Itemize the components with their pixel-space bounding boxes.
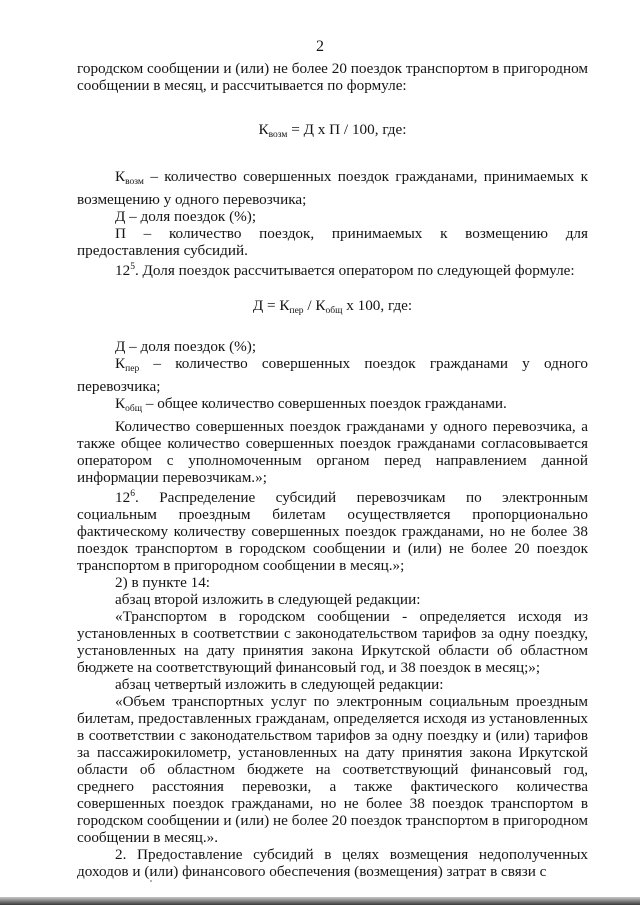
definition-subscript: общ [125, 404, 143, 414]
definition-text: – количество совершенных поездок гражданами у одного перевозчика; [77, 355, 588, 395]
definition-symbol: К [115, 168, 126, 185]
definition-subscript: возм [125, 177, 144, 187]
quote-transport-volume: «Объем транспортных услуг по электронным социальным проездным билетам, предоставленных гражданам, определяется исходя из установленных в соответствии с законодательством тарифов за одну поездку и (или) тарифов за пассажирокилометр, установленных на дату принятия закона Иркутской области об областном бюджете на соответствующий финансовый год, среднего расстояния перевозки, а также фактического количества совершенных поездок гражданами, но не более 38 поездок транспортом в городском сообщении и (или) не более 20 поездок транспортом в пригородном сообщении в месяц.». [77, 693, 588, 846]
page-number: 2 [316, 38, 324, 55]
item-2: 2) в пункте 14: [115, 574, 211, 591]
definition-k-obsh [77, 395, 588, 418]
paragraph-superscript: 6 [130, 489, 135, 499]
paragraph-number: 12 [115, 489, 131, 506]
definition-text: – количество совершенных поездок гражданами, принимаемых к возмещению у одного перевозчика; [77, 168, 588, 208]
definition-p: П – количество поездок, принимаемых к возмещению для предоставления субсидий. [77, 225, 588, 259]
definition-symbol: К [115, 355, 126, 372]
formula-lead: Д = К [252, 297, 290, 314]
paragraph-text: . Распределение субсидий перевозчикам по электронным социальным проездным билетам осуществляется пропорционально фактическому количеству совершенных поездок гражданами, но не более 38 поездок транспортом в городском сообщении и (или) не более 20 поездок транспортом в пригородном сообщении в месяц.»; [77, 489, 588, 574]
formula-mid: / К [303, 297, 326, 314]
definition-k-vozm [77, 168, 588, 208]
definition-symbol: К [115, 395, 126, 412]
quote-city-transport: «Транспортом в городском сообщении - определяется исходя из установленных в соответствии с законодательством тарифов за одну поездку, установленных на дату принятия закона Иркутской области об областном бюджете на соответствующий финансовый год, и 38 поездок в месяц;»; [77, 608, 588, 676]
formula-d [77, 297, 588, 320]
paragraph-agreement: Количество совершенных поездок гражданами у одного перевозчика, а также общее количество совершенных поездок гражданами согласовывается оператором с уполномоченным органом перед направлением данной информации перевозчикам.»; [77, 418, 588, 486]
formula-subscript: пер [289, 306, 304, 316]
paragraph-superscript: 5 [130, 262, 135, 272]
definition-subscript: пер [125, 364, 140, 374]
paragraph-number: 12 [115, 262, 131, 279]
paragraph-text: . Доля поездок рассчитывается оператором по следующей формуле: [134, 262, 575, 279]
instruction-paragraph-4: абзац четвертый изложить в следующей редакции: [115, 676, 444, 693]
formula-subscript: общ [325, 306, 343, 316]
formula-k-vozm [77, 121, 588, 144]
instruction-paragraph-2: абзац второй изложить в следующей редакции: [115, 591, 421, 608]
formula-expression: = Д х П / 100, где: [287, 121, 407, 138]
definition-d: Д – доля поездок (%); [115, 338, 257, 355]
paragraph-12-6 [77, 486, 588, 574]
definition-k-per [77, 355, 588, 395]
paragraph-2-subsidies: 2. Предоставление субсидий в целях возмещения недополученных доходов и (или) финансового обеспечения (возмещения) затрат в связи с [77, 846, 588, 880]
scan-edge [0, 897, 640, 905]
paragraph-12-5 [77, 259, 588, 279]
formula-tail: х 100, где: [342, 297, 413, 314]
scan-speck [150, 880, 152, 882]
document-body [77, 60, 588, 880]
paragraph-continuation: городском сообщении и (или) не более 20 поездок транспортом в пригородном сообщении в месяц, и рассчитывается по формуле: [77, 60, 588, 94]
definition-d: Д – доля поездок (%); [115, 208, 257, 225]
definition-text: – общее количество совершенных поездок гражданами. [142, 395, 507, 412]
formula-symbol: К [258, 121, 269, 138]
formula-subscript: возм [268, 130, 288, 140]
